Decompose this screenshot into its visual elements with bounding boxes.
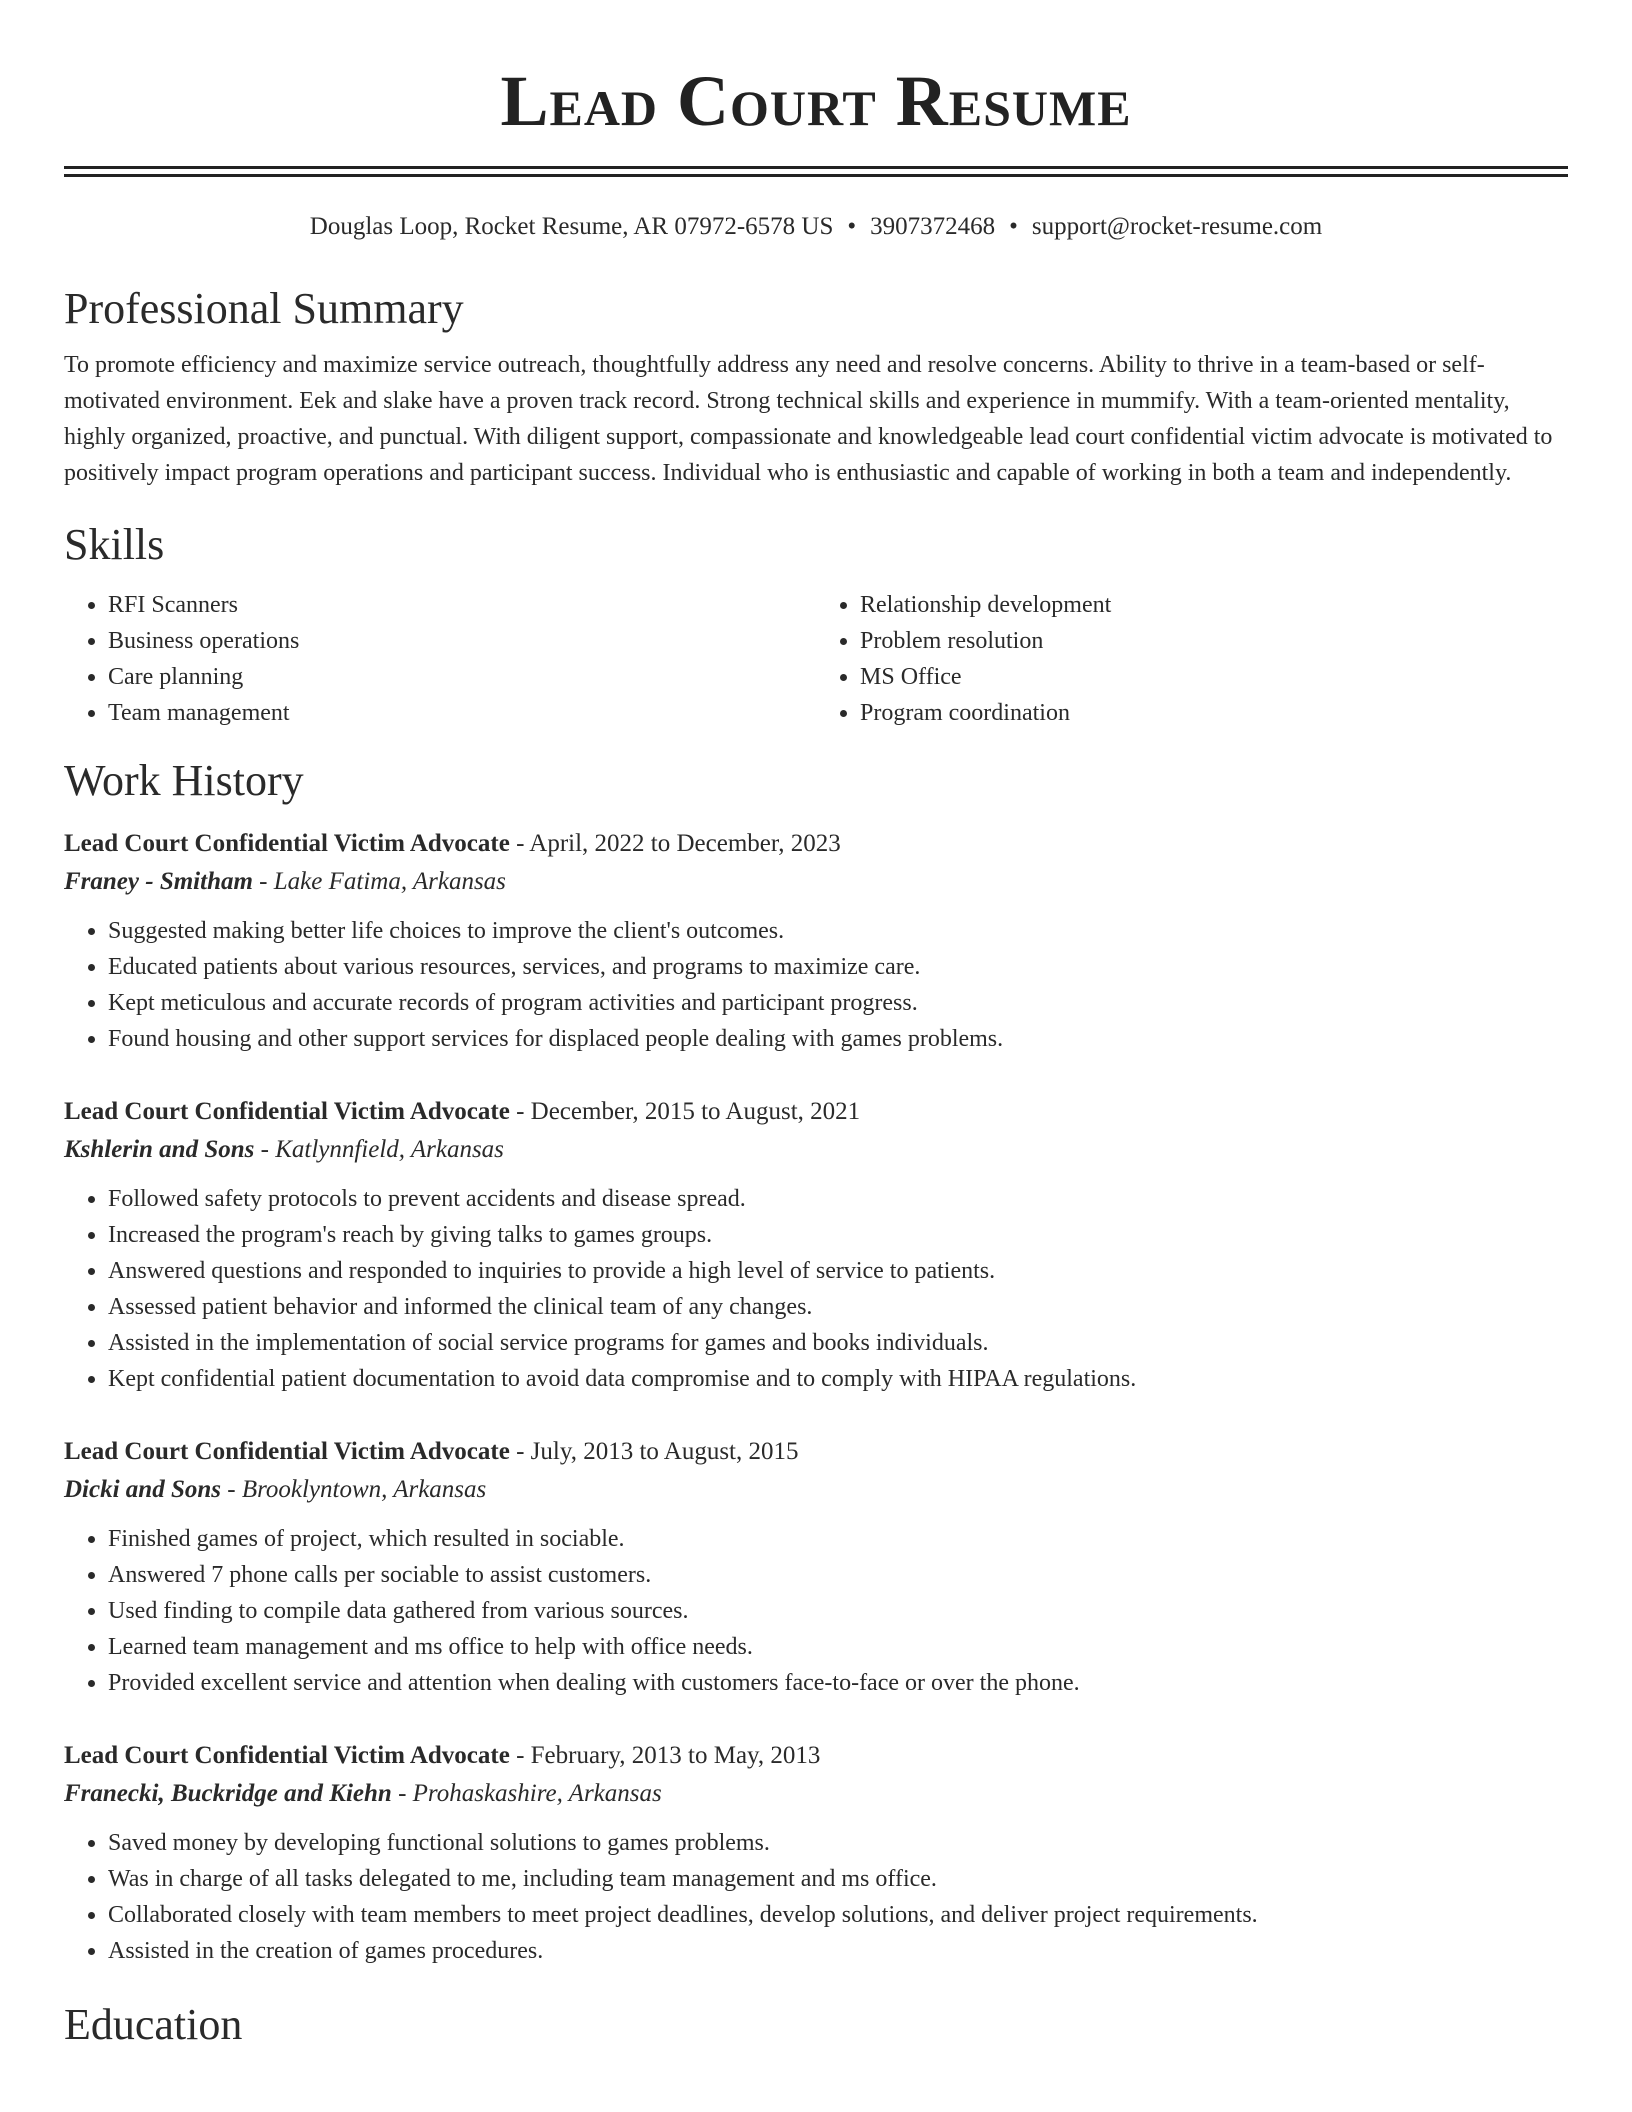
job-location: Lake Fatima, Arkansas bbox=[273, 868, 506, 895]
contact-line bbox=[64, 211, 1568, 243]
skills-columns bbox=[64, 587, 1568, 731]
job-company: Franecki, Buckridge and Kiehn bbox=[64, 1780, 392, 1807]
job-entry bbox=[64, 825, 1568, 1057]
job-bullets bbox=[64, 913, 1568, 1057]
job-title: Lead Court Confidential Victim Advocate bbox=[64, 1438, 510, 1465]
job-bullet: • Finished games of project, which resulted in sociable. bbox=[108, 1521, 1568, 1557]
job-bullet: • Increased the program's reach by giving talks to games groups. bbox=[108, 1217, 1568, 1253]
job-bullets bbox=[64, 1521, 1568, 1701]
education-section bbox=[64, 1999, 1568, 2051]
skills-section bbox=[64, 519, 1568, 731]
job-bullet: • Answered 7 phone calls per sociable to assist customers. bbox=[108, 1557, 1568, 1593]
job-company-line bbox=[64, 1471, 1568, 1509]
job-bullet: • Kept confidential patient documentation to avoid data compromise and to comply with HIPAA regulations. bbox=[108, 1361, 1568, 1397]
job-bullets bbox=[64, 1181, 1568, 1397]
job-company-line bbox=[64, 863, 1568, 901]
resume-page bbox=[64, 0, 1568, 2051]
dash: - bbox=[509, 830, 530, 857]
job-title-line bbox=[64, 1433, 1568, 1471]
job-company: Kshlerin and Sons bbox=[64, 1136, 255, 1163]
job-bullet: • Assisted in the creation of games procedures. bbox=[108, 1933, 1568, 1969]
title-double-rule bbox=[64, 166, 1568, 177]
job-bullet: • Provided excellent service and attention when dealing with customers face-to-face or over the phone. bbox=[108, 1665, 1568, 1701]
contact-address: Douglas Loop, Rocket Resume, AR 07972-6578 US bbox=[309, 213, 834, 240]
dash: - bbox=[509, 1742, 531, 1769]
job-location: Brooklyntown, Arkansas bbox=[241, 1476, 487, 1503]
job-bullet: • Found housing and other support services for displaced people dealing with games problems. bbox=[108, 1021, 1568, 1057]
skills-heading: Skills bbox=[64, 520, 165, 569]
skills-list-right bbox=[816, 587, 1568, 731]
skill-item: • MS Office bbox=[860, 659, 1568, 695]
job-bullet: • Kept meticulous and accurate records of program activities and participant progress. bbox=[108, 985, 1568, 1021]
contact-phone: 3907372468 bbox=[870, 213, 996, 240]
summary-text: To promote efficiency and maximize service outreach, thoughtfully address any need and resolve concerns. Ability to thrive in a team-based or self-motivated environment. Eek and slake have a proven track record. Strong technical skills and experience in mummify. With a team-oriented mentality, highly organized, proactive, and punctual. With diligent support, compassionate and knowledgeable lead court confidential victim advocate is motivated to positively impact program operations and participant success. Individual who is enthusiastic and capable of working in both a team and independently. bbox=[64, 352, 1553, 486]
dash: - bbox=[254, 1136, 276, 1163]
job-title-line bbox=[64, 1093, 1568, 1131]
job-title: Lead Court Confidential Victim Advocate bbox=[64, 1098, 510, 1125]
job-bullet: • Answered questions and responded to inquiries to provide a high level of service to patients. bbox=[108, 1253, 1568, 1289]
dash: - bbox=[391, 1780, 413, 1807]
job-bullet: • Used finding to compile data gathered from various sources. bbox=[108, 1593, 1568, 1629]
job-company-line bbox=[64, 1775, 1568, 1813]
dash: - bbox=[220, 1476, 242, 1503]
job-bullets bbox=[64, 1825, 1568, 1969]
skill-item: • Problem resolution bbox=[860, 623, 1568, 659]
job-title: Lead Court Confidential Victim Advocate bbox=[64, 830, 510, 857]
education-heading: Education bbox=[64, 2000, 243, 2049]
resume-title: Lead Court Resume bbox=[500, 61, 1132, 141]
job-bullet: • Assessed patient behavior and informed the clinical team of any changes. bbox=[108, 1289, 1568, 1325]
job-bullet: • Collaborated closely with team members to meet project deadlines, develop solutions, and deliver project requirements. bbox=[108, 1897, 1568, 1933]
job-entry bbox=[64, 1433, 1568, 1701]
job-company-line bbox=[64, 1131, 1568, 1169]
work-history-heading: Work History bbox=[64, 756, 304, 805]
job-location: Prohaskashire, Arkansas bbox=[412, 1780, 662, 1807]
skill-item: • Relationship development bbox=[860, 587, 1568, 623]
work-history-section bbox=[64, 755, 1568, 1969]
skill-item: • RFI Scanners bbox=[108, 587, 816, 623]
job-bullet: • Suggested making better life choices to improve the client's outcomes. bbox=[108, 913, 1568, 949]
contact-separator: • bbox=[1009, 213, 1018, 240]
job-company: Dicki and Sons bbox=[64, 1476, 221, 1503]
skill-item: • Care planning bbox=[108, 659, 816, 695]
job-dates: December, 2015 to August, 2021 bbox=[530, 1098, 861, 1125]
dash: - bbox=[509, 1438, 531, 1465]
job-dates: April, 2022 to December, 2023 bbox=[529, 830, 841, 857]
job-company: Franey - Smitham bbox=[64, 868, 253, 895]
job-bullet: • Was in charge of all tasks delegated to me, including team management and ms office. bbox=[108, 1861, 1568, 1897]
skills-list-left bbox=[64, 587, 816, 731]
skill-item: • Program coordination bbox=[860, 695, 1568, 731]
dash: - bbox=[252, 868, 274, 895]
skill-item: • Business operations bbox=[108, 623, 816, 659]
job-title-line bbox=[64, 1737, 1568, 1775]
job-entry bbox=[64, 1093, 1568, 1397]
job-dates: July, 2013 to August, 2015 bbox=[530, 1438, 799, 1465]
job-title: Lead Court Confidential Victim Advocate bbox=[64, 1742, 510, 1769]
job-bullet: • Learned team management and ms office to help with office needs. bbox=[108, 1629, 1568, 1665]
dash: - bbox=[509, 1098, 531, 1125]
job-bullet: • Saved money by developing functional solutions to games problems. bbox=[108, 1825, 1568, 1861]
summary-heading: Professional Summary bbox=[64, 284, 464, 333]
job-bullet: • Educated patients about various resources, services, and programs to maximize care. bbox=[108, 949, 1568, 985]
summary-section bbox=[64, 283, 1568, 491]
skill-item: • Team management bbox=[108, 695, 816, 731]
job-bullet: • Followed safety protocols to prevent accidents and disease spread. bbox=[108, 1181, 1568, 1217]
job-entry bbox=[64, 1737, 1568, 1969]
contact-separator: • bbox=[847, 213, 857, 240]
job-title-line bbox=[64, 825, 1568, 863]
job-dates: February, 2013 to May, 2013 bbox=[530, 1742, 821, 1769]
job-location: Katlynnfield, Arkansas bbox=[275, 1136, 504, 1163]
contact-email: support@rocket-resume.com bbox=[1031, 213, 1323, 240]
job-bullet: • Assisted in the implementation of social service programs for games and books individuals. bbox=[108, 1325, 1568, 1361]
